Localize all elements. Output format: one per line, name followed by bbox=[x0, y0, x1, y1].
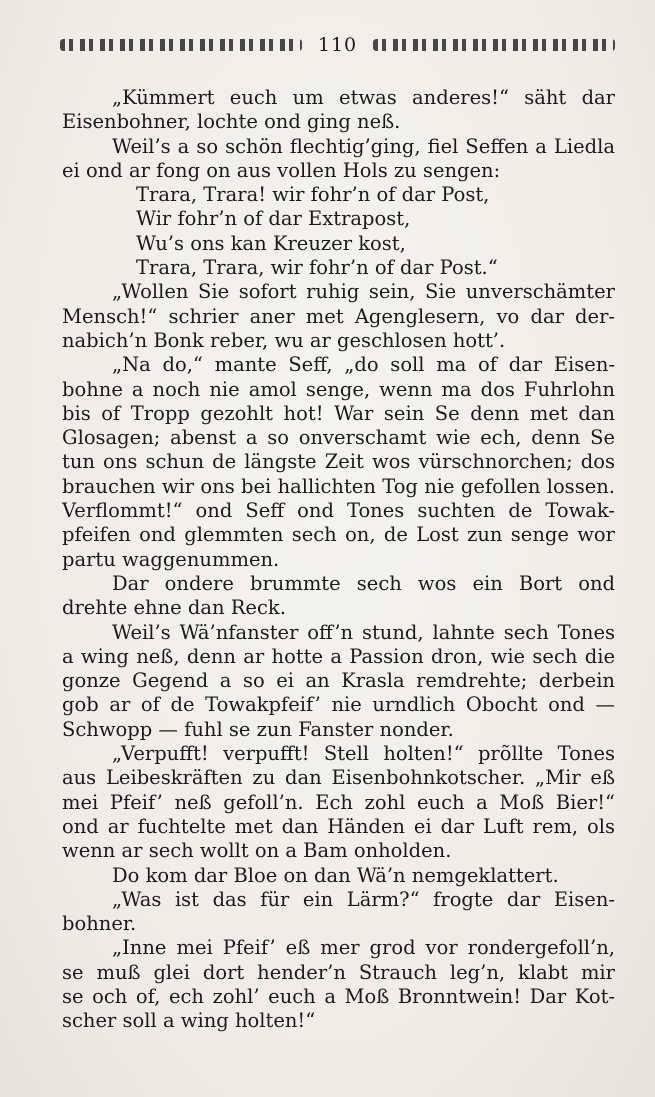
text-line: „Kümmert euch um etwas anderes!“ säht dar bbox=[112, 86, 615, 109]
text-line: Weil’s Wä’nfanster off’n stund, lahnte sech Tones bbox=[112, 620, 615, 644]
text-line: wenn ar sech wollt on a Bam onholden. bbox=[62, 839, 452, 863]
text-line: bohner. bbox=[62, 912, 137, 936]
text-line: gonze Gegend a so ei an Krasla remdrehte; derbein bbox=[62, 669, 615, 693]
text-line: drehte ehne dan Reck. bbox=[62, 596, 286, 620]
text-line: „Wollen Sie sofort ruhig sein, Sie unverschämter bbox=[112, 280, 615, 304]
text-line: ond ar fuchtelte met dan Händen ei dar Luft rem, ols bbox=[62, 814, 615, 838]
text-line: Glosagen; abenst a so onverschamt wie ech, denn Se bbox=[62, 426, 615, 450]
text-line: se och of, ech zohl’ euch a Moß Bronntwein! Dar Kot- bbox=[62, 984, 615, 1008]
text-line: Weil’s a so schön flechtig’ging, fiel Seffen a Liedla bbox=[112, 134, 615, 158]
header-ornament-right bbox=[373, 39, 615, 51]
text-line: tun ons schun de längste Zeit wos vürschnorchen; dos bbox=[62, 450, 615, 474]
text-line: aus Leibeskräften zu dan Eisenbohnkotscher. „Mir eß bbox=[62, 766, 615, 790]
text-line: ei ond ar fong on aus vollen Hols zu sengen: bbox=[62, 158, 501, 182]
text-line: Wir fohr’n of dar Extrapost, bbox=[136, 207, 411, 231]
text-line: Eisenbohner, lochte ond ging neß. bbox=[62, 110, 401, 134]
text-line: Do kom dar Bloe on dan Wä’n nemgeklattert. bbox=[112, 863, 559, 887]
text-line: gob ar of de Towakpfeif’ nie urndlich Obocht ond — bbox=[62, 693, 615, 717]
text-line: mei Pfeif’ neß gefoll’n. Ech zohl euch a Moß Bier!“ bbox=[62, 790, 615, 814]
text-line: Dar ondere brummte sech wos ein Bort ond bbox=[112, 571, 615, 595]
text-line: Trara, Trara! wir fohr’n of dar Post, bbox=[136, 183, 490, 207]
text-line: nabich’n Bonk reber, wu ar geschlosen hott’. bbox=[62, 328, 506, 352]
text-line: „Inne mei Pfeif’ eß mer grod vor rondergefoll’n, bbox=[112, 936, 615, 960]
header-ornament-left bbox=[60, 39, 302, 51]
text-line: Verflommt!“ ond Seff ond Tones suchten de Towak- bbox=[62, 499, 615, 523]
text-line: se muß glei dort hender’n Strauch leg’n, klabt mir bbox=[62, 960, 615, 984]
text-line: Schwopp — fuhl se zun Fanster nonder. bbox=[62, 717, 454, 741]
text-line: „Verpufft! verpufft! Stell holten!“ prõllte Tones bbox=[112, 742, 615, 766]
text-line: Mensch!“ schrier aner met Agenglesern, vo dar der- bbox=[62, 304, 615, 328]
text-line: a wing neß, denn ar hotte a Passion dron, wie sech die bbox=[62, 644, 615, 668]
text-line: partu waggenummen. bbox=[62, 547, 280, 571]
page-number: 110 bbox=[317, 34, 358, 56]
text-line: „Was ist das für ein Lärm?“ frogte dar Eisen- bbox=[112, 887, 615, 911]
text-line: Trara, Trara, wir fohr’n of dar Post.“ bbox=[136, 256, 498, 280]
page-header bbox=[60, 28, 615, 62]
body-text bbox=[62, 86, 615, 1034]
text-line: pfeifen ond glemmten sech on, de Lost zun senge wor bbox=[62, 523, 615, 547]
text-line: „Na do,“ mante Seff, „do soll ma of dar Eisen- bbox=[112, 353, 615, 377]
text-line: scher soll a wing holten!“ bbox=[62, 1009, 316, 1033]
text-line: brauchen wir ons bei hallichten Tog nie gefollen lossen. bbox=[62, 474, 615, 498]
text-line: Wu’s ons kan Kreuzer kost, bbox=[136, 231, 406, 255]
text-line: bohne a noch nie amol senge, wenn ma dos Fuhrlohn bbox=[62, 377, 615, 401]
text-line: bis of Tropp gezohlt hot! War sein Se denn met dan bbox=[62, 401, 615, 425]
